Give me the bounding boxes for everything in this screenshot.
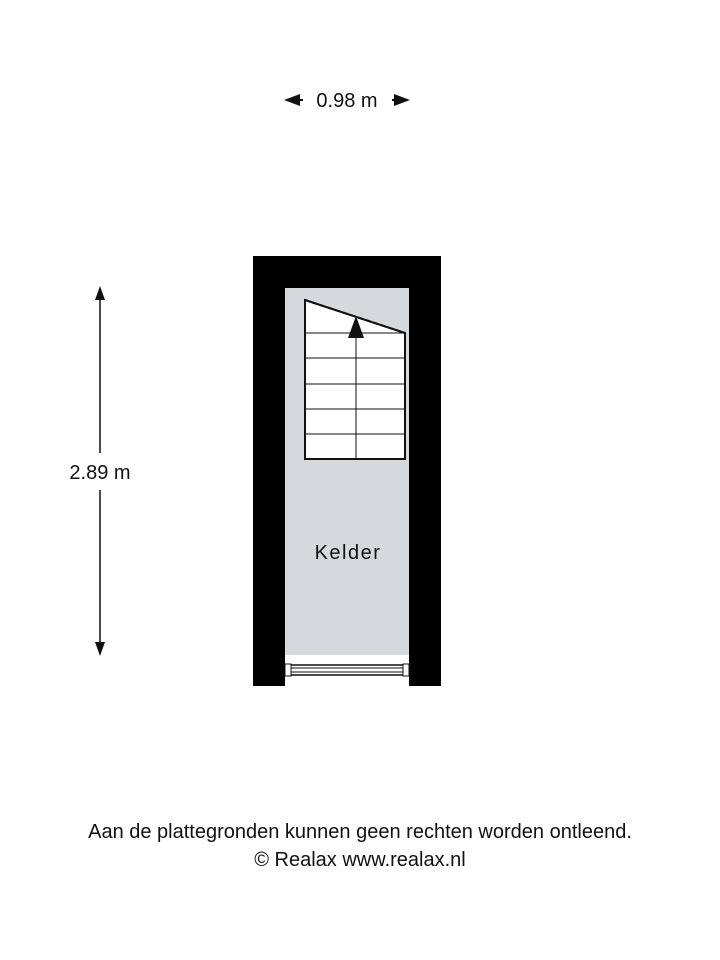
room-label: Kelder xyxy=(314,542,382,564)
bottom-opening xyxy=(285,655,409,676)
disclaimer-text: Aan de plattegronden kunnen geen rechten worden ontleend. xyxy=(88,821,632,843)
opening-strip xyxy=(285,655,409,665)
height-arrow-bottom xyxy=(95,642,105,656)
copyright-text: © Realax www.realax.nl xyxy=(254,849,466,871)
height-arrow-top xyxy=(95,286,105,300)
wall-right xyxy=(409,256,441,686)
width-arrow-right xyxy=(394,94,410,106)
width-arrow-left xyxy=(284,94,300,106)
width-dimension xyxy=(284,90,410,112)
width-label: 0.98 m xyxy=(316,90,378,112)
opening-jamb-right xyxy=(403,664,409,676)
opening-jamb-left xyxy=(285,664,291,676)
height-label: 2.89 m xyxy=(69,462,131,484)
wall-left xyxy=(253,256,285,686)
height-dimension xyxy=(69,286,130,656)
